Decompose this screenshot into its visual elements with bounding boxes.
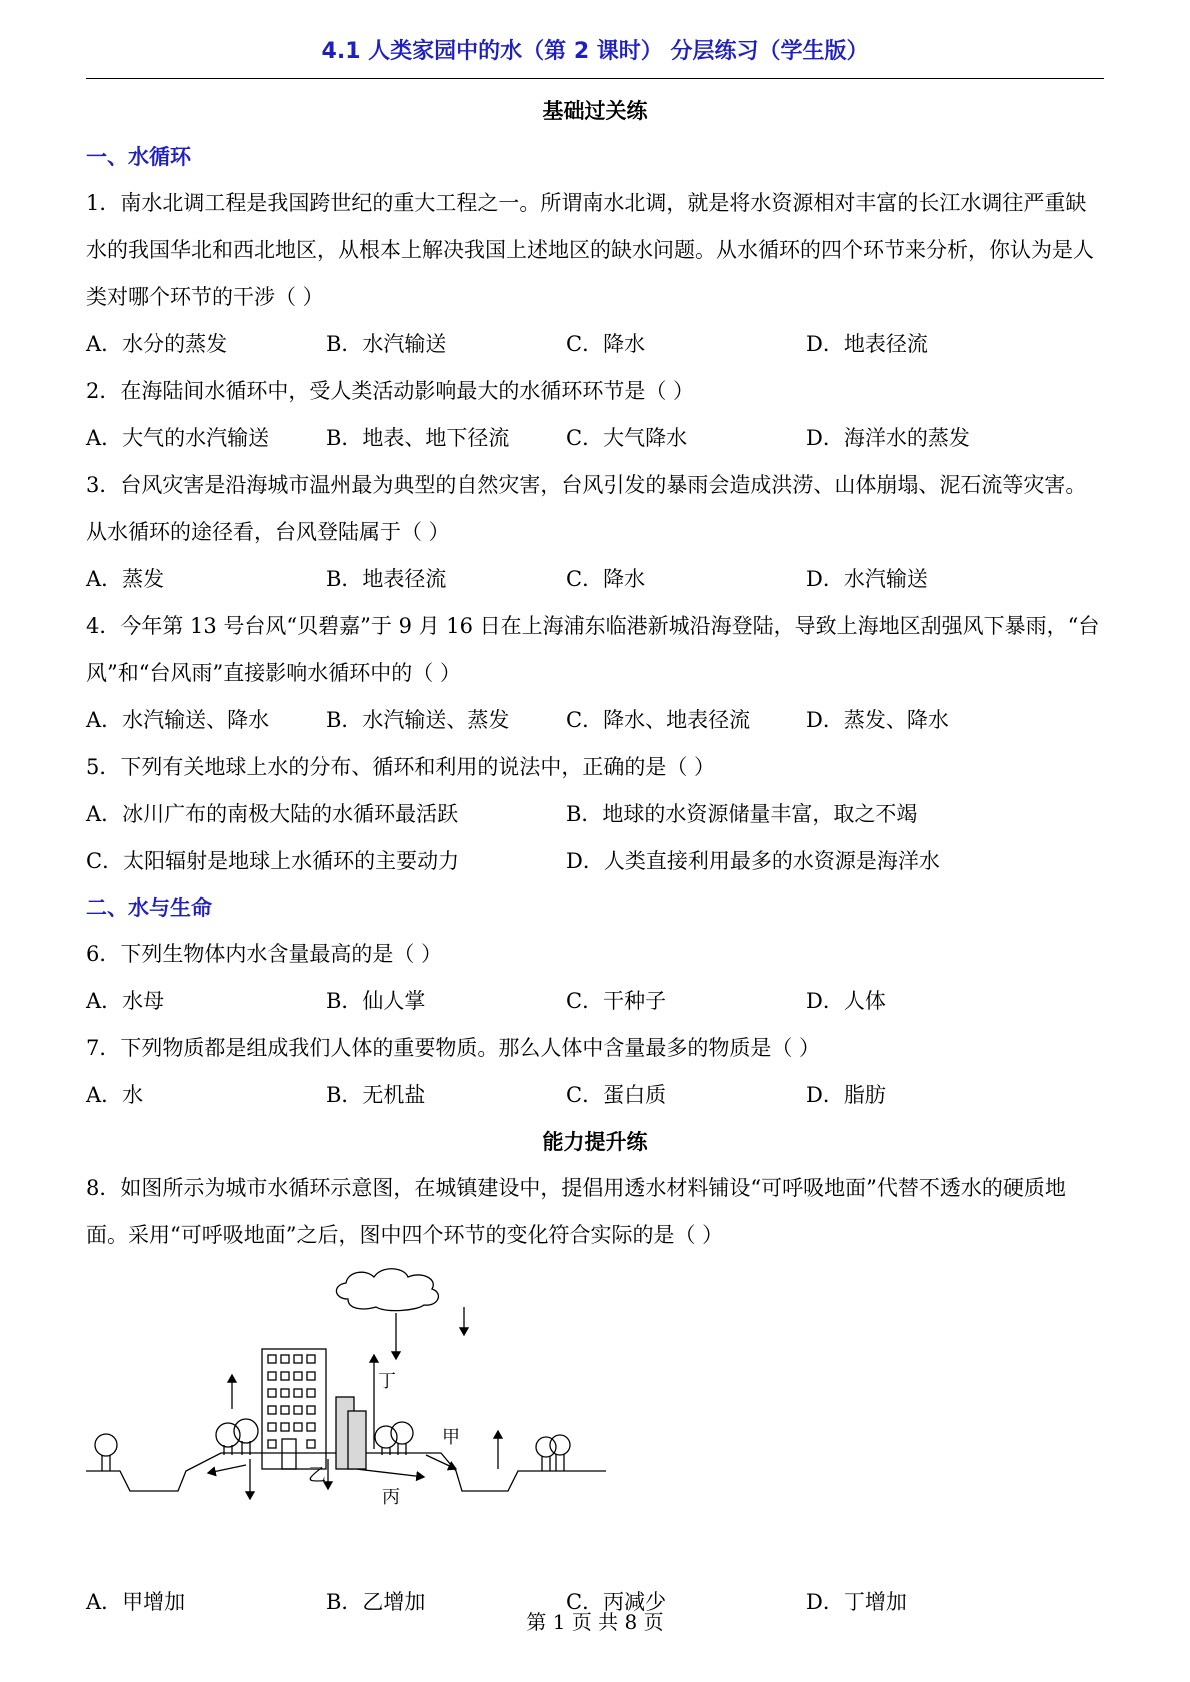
tree-icon [95, 1434, 117, 1471]
option-b: B．水汽输送、蒸发 [326, 708, 510, 732]
option-a: A．水分的蒸发 [86, 332, 228, 356]
option-a: A．冰川广布的南极大陆的水循环最活跃 [86, 802, 459, 826]
question-5-options-row-2 [86, 838, 1104, 885]
option-b: B．水汽输送 [326, 332, 447, 356]
runoff-arrow-bing [356, 1469, 424, 1477]
option-b: B．地表径流 [326, 567, 447, 591]
runoff-arrow [208, 1465, 246, 1473]
water-cycle-diagram [86, 1259, 606, 1579]
question-3-options [86, 556, 1104, 603]
label-ding: 丁 [378, 1371, 396, 1392]
question-4-options [86, 697, 1104, 744]
part-2-title: 二、水与生命 [86, 896, 212, 920]
question-4-stem: 4．今年第 13 号台风“贝碧嘉”于 9 月 16 日在上海浦东临港新城沿海登陆，导致上海地区刮强风下暴雨，“台风”和“台风雨”直接影响水循环中的（ ） [86, 614, 1100, 685]
option-c: C．大气降水 [566, 426, 688, 450]
option-a: A．水汽输送、降水 [86, 708, 270, 732]
label-jia: 甲 [442, 1427, 460, 1448]
option-b: B．仙人掌 [326, 989, 426, 1013]
option-b: B．地表、地下径流 [326, 426, 510, 450]
tree-icon [536, 1435, 570, 1471]
part-1-title: 一、水循环 [86, 145, 191, 169]
question-6-stem: 6．下列生物体内水含量最高的是（ ） [86, 942, 443, 966]
question-7-options [86, 1072, 1104, 1119]
urban-water-cycle-figure [86, 1259, 1104, 1579]
question-2-options [86, 415, 1104, 462]
option-d: D．人体 [806, 989, 886, 1013]
option-c: C．降水 [566, 332, 646, 356]
tree-icon [216, 1419, 258, 1455]
page-footer: 第 1 页 共 8 页 [526, 1610, 664, 1634]
option-a: A．水母 [86, 989, 165, 1013]
option-d: D．海洋水的蒸发 [806, 426, 970, 450]
option-d: D．地表径流 [806, 332, 928, 356]
question-1-stem: 1．南水北调工程是我国跨世纪的重大工程之一。所谓南水北调，就是将水资源相对丰富的长江水调往严重缺水的我国华北和西北地区，从根本上解决我国上述地区的缺水问题。从水循环的四个环节来分析，你认为是人类对哪个环节的干涉（ ） [86, 191, 1094, 309]
question-3-stem: 3．台风灾害是沿海城市温州最为典型的自然灾害，台风引发的暴雨会造成洪涝、山体崩塌、泥石流等灾害。从水循环的途径看，台风登陆属于（ ） [86, 473, 1087, 544]
option-b: B．地球的水资源储量丰富，取之不竭 [566, 802, 918, 826]
option-d: D．水汽输送 [806, 567, 928, 591]
option-b: B．无机盐 [326, 1083, 426, 1107]
tree-icon [375, 1422, 413, 1455]
question-2-stem: 2．在海陆间水循环中，受人类活动影响最大的水循环环节是（ ） [86, 379, 695, 403]
cloud-icon [336, 1269, 438, 1311]
section-basic-title: 基础过关练 [542, 99, 648, 123]
option-c: C．丙减少 [566, 1590, 667, 1614]
option-d: D．人类直接利用最多的水资源是海洋水 [566, 849, 940, 873]
small-building [348, 1411, 366, 1469]
label-bing: 丙 [382, 1487, 400, 1508]
option-c: C．太阳辐射是地球上水循环的主要动力 [86, 849, 460, 873]
option-a: A．甲增加 [86, 1590, 186, 1614]
question-7-stem: 7．下列物质都是组成我们人体的重要物质。那么人体中含量最多的物质是（ ） [86, 1036, 821, 1060]
option-d: D．丁增加 [806, 1590, 907, 1614]
content [86, 88, 1104, 1626]
question-8-stem: 8．如图所示为城市水循环示意图，在城镇建设中，提倡用透水材料铺设“可呼吸地面”代替不透水的硬质地面。采用“可呼吸地面”之后，图中四个环节的变化符合实际的是（ ） [86, 1176, 1066, 1247]
question-5-stem: 5．下列有关地球上水的分布、循环和利用的说法中，正确的是（ ） [86, 755, 716, 779]
building-windows [268, 1355, 315, 1469]
option-a: A．大气的水汽输送 [86, 426, 270, 450]
question-5-options-row-1 [86, 791, 1104, 838]
option-d: D．脂肪 [806, 1083, 886, 1107]
question-1-options [86, 321, 1104, 368]
label-yi: 乙 [308, 1465, 326, 1486]
option-c: C．蛋白质 [566, 1083, 667, 1107]
option-c: C．降水、地表径流 [566, 708, 751, 732]
header-divider [86, 78, 1104, 79]
section-advanced-title: 能力提升练 [542, 1130, 648, 1154]
option-c: C．干种子 [566, 989, 667, 1013]
option-a: A．蒸发 [86, 567, 165, 591]
question-6-options [86, 978, 1104, 1025]
option-d: D．蒸发、降水 [806, 708, 949, 732]
option-b: B．乙增加 [326, 1590, 426, 1614]
document-title: 4.1 人类家园中的水（第 2 课时） 分层练习（学生版） [321, 39, 869, 64]
option-a: A．水 [86, 1083, 144, 1107]
runoff-arrow [426, 1455, 456, 1469]
option-c: C．降水 [566, 567, 646, 591]
